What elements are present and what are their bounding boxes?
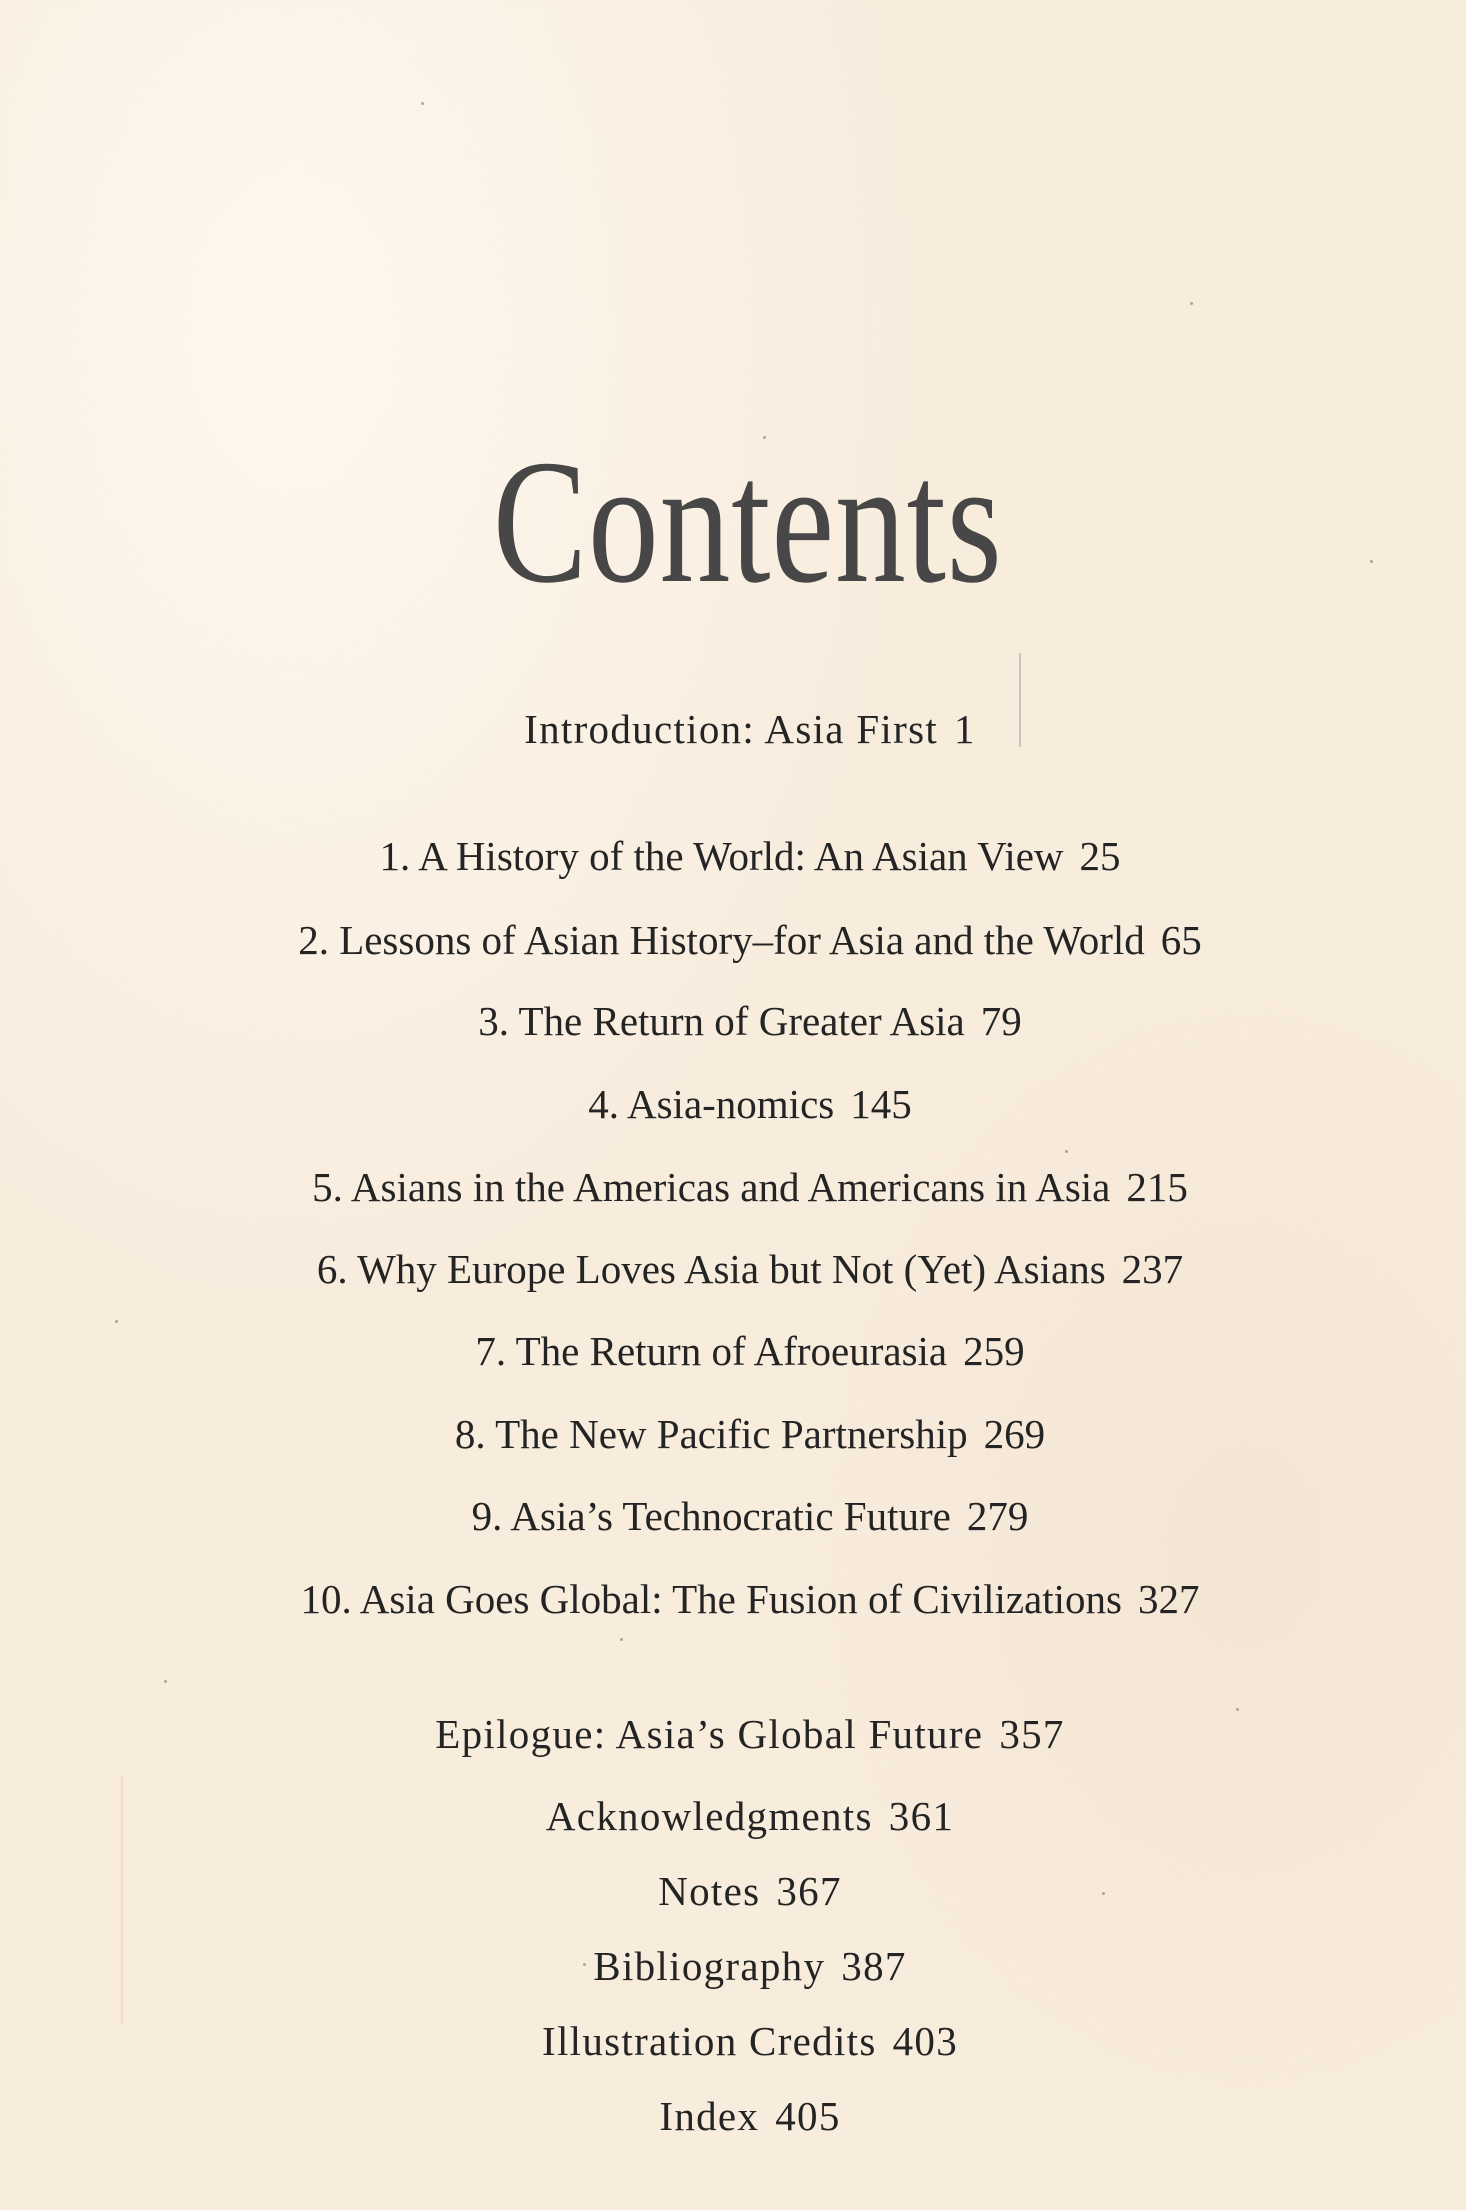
toc-entry-label: Bibliography: [593, 1943, 826, 1989]
toc-entry-page-number: 367: [776, 1868, 842, 1914]
paper-speck: [1370, 560, 1373, 563]
paper-speck: [763, 436, 766, 439]
toc-entry-notes[interactable]: [0, 1868, 1466, 1914]
toc-entry-label: 8. The New Pacific Partnership: [454, 1411, 968, 1457]
toc-entry-chapter-1[interactable]: [0, 833, 1466, 879]
toc-entry-label: Illustration Credits: [541, 2018, 877, 2064]
toc-entry-chapter-5[interactable]: [0, 1164, 1466, 1210]
toc-entry-chapter-9[interactable]: [0, 1493, 1466, 1539]
toc-entry-label: 3. The Return of Greater Asia: [478, 998, 965, 1044]
toc-entry-chapter-7[interactable]: [0, 1328, 1466, 1374]
toc-entry-chapter-3[interactable]: [0, 998, 1466, 1044]
paper-speck: [620, 1638, 623, 1641]
paper-speck: [164, 1680, 167, 1683]
toc-entry-page-number: 145: [850, 1081, 912, 1127]
paper-speck: [1236, 1708, 1239, 1711]
toc-entry-epilogue[interactable]: [0, 1711, 1466, 1757]
toc-entry-page-number: 405: [775, 2093, 841, 2139]
toc-entry-page-number: 403: [892, 2018, 958, 2064]
toc-entry-page-number: 79: [980, 998, 1022, 1044]
page-title: Contents: [493, 424, 1003, 620]
toc-entry-label: 1. A History of the World: An Asian View: [379, 833, 1064, 879]
paper-speck: [115, 1320, 118, 1323]
toc-entry-label: 6. Why Europe Loves Asia but Not (Yet) Asians: [316, 1246, 1106, 1292]
toc-entry-page-number: 259: [963, 1328, 1025, 1374]
toc-entry-label: 7. The Return of Afroeurasia: [475, 1328, 948, 1374]
toc-entry-label: 2. Lessons of Asian History–for Asia and the World: [298, 917, 1145, 963]
toc-entry-chapter-6[interactable]: [0, 1246, 1466, 1292]
toc-entry-bibliography[interactable]: [0, 1943, 1466, 1989]
toc-entry-page-number: 25: [1079, 833, 1121, 879]
page-title-container: [0, 424, 1466, 620]
toc-entry-page-number: 237: [1121, 1246, 1184, 1292]
toc-entry-page-number: 1: [954, 706, 976, 752]
toc-entry-introduction[interactable]: [0, 706, 1466, 752]
toc-entry-page-number: 269: [983, 1411, 1046, 1457]
toc-entry-label: Introduction: Asia First: [524, 706, 939, 752]
paper-speck: [1190, 302, 1193, 305]
scan-artifact-line: [1019, 653, 1021, 747]
toc-entry-page-number: 215: [1126, 1164, 1188, 1210]
toc-entry-label: 4. Asia-nomics: [588, 1081, 835, 1127]
toc-entry-illustration-credits[interactable]: [0, 2018, 1466, 2064]
toc-entry-chapter-10[interactable]: [0, 1576, 1466, 1622]
toc-entry-page-number: 357: [999, 1711, 1065, 1757]
paper-speck: [1065, 1150, 1068, 1153]
toc-entry-acknowledgments[interactable]: [0, 1793, 1466, 1839]
toc-entry-page-number: 65: [1160, 917, 1202, 963]
paper-speck: [1102, 1892, 1105, 1895]
toc-entry-chapter-4[interactable]: [0, 1081, 1466, 1127]
toc-entry-label: Index: [659, 2093, 760, 2139]
toc-entry-label: 5. Asians in the Americas and Americans in Asia: [312, 1164, 1111, 1210]
paper-speck: [583, 1963, 586, 1966]
paper-speck: [421, 102, 424, 105]
toc-entry-index[interactable]: [0, 2093, 1466, 2139]
toc-entry-label: Epilogue: Asia’s Global Future: [435, 1711, 984, 1757]
toc-entry-page-number: 279: [966, 1493, 1029, 1539]
toc-entry-label: 9. Asia’s Technocratic Future: [471, 1493, 951, 1539]
toc-entry-page-number: 387: [841, 1943, 907, 1989]
toc-entry-label: Notes: [658, 1868, 761, 1914]
toc-entry-label: 10. Asia Goes Global: The Fusion of Civilizations: [300, 1576, 1122, 1622]
toc-entry-page-number: 361: [888, 1793, 955, 1839]
toc-entry-page-number: 327: [1137, 1576, 1200, 1622]
toc-entry-chapter-8[interactable]: [0, 1411, 1466, 1457]
scan-artifact-line: [121, 1775, 123, 2025]
toc-entry-chapter-2[interactable]: [0, 917, 1466, 963]
toc-entry-label: Acknowledgments: [545, 1793, 873, 1839]
